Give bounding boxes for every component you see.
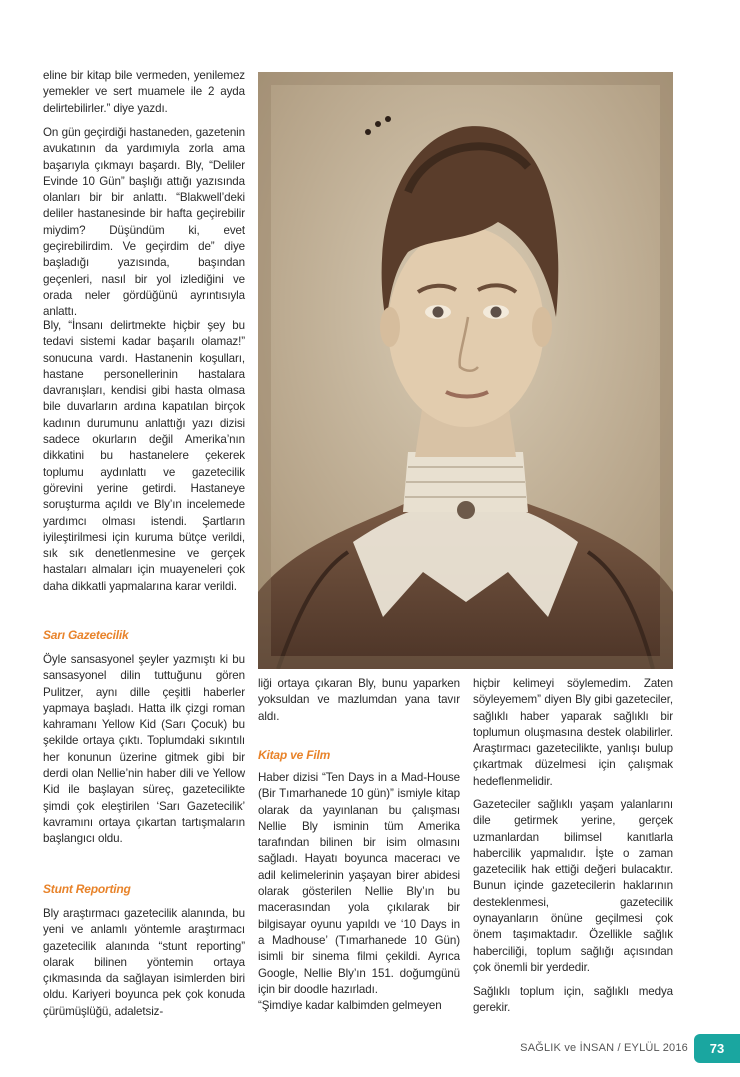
col3-paragraph-3: Sağlıklı toplum için, sağlıklı medya gerekir. <box>473 985 673 1015</box>
col1-paragraph-1: eline bir kitap bile vermeden, yenilemez yemekler ve sert muamele ile 2 ayda delirtebilirler.” diye yazdı. <box>43 69 245 115</box>
col2-paragraph-1: liği ortaya çıkaran Bly, bunu yaparken yoksuldan ve mazlumdan yana tavır aldı. <box>258 677 460 723</box>
col1-paragraph-2: On gün geçirdiği hastaneden, gazetenin avukatının da yardımıyla zorla ama başarıyla çıkmayı başardı. Bly, “Deliler Evinde 10 Gün” başlığı attığı yazısında olanları bir bir anlattı. “Blakwell’deki deliler hastanesinde bir hafta geçirebilir miydim? Düşündüm ki, evet geçirebilirdim. Ve geçirdim de” diye başladığı yazısında, başından geçenleri, nasıl bir yol izlediğini ve orada neler gördüğünü ayrıntısıyla anlattı. <box>43 126 245 319</box>
portrait-illustration <box>258 72 673 669</box>
col2-paragraph-2: Haber dizisi “Ten Days in a Mad-House (Bir Tımarhanede 10 gün)” ismiyle kitap olarak da yayınlanan bu çalışması Nellie Bly isminin tüm Amerika tarafından bilinen bir isim olmasını sağladı. Hayatı boyunca maceracı ve adil kelimelerinin yaşayan birer abidesi olarak gösterilen Nellie Bly’ın bu macerasından yola çıkılarak bir bilgisayar oyunu yapıldı ve ‘10 Days in a Madhouse’ (Tımarhanede 10 Gün) isimli bir sinema filmi çekildi. Ayrıca Google, Nellie Bly’ın 151. doğumgünü için bir doodle hazırladı. <box>258 771 460 996</box>
col2-paragraph-3: “Şimdiye kadar kalbimden gelmeyen <box>258 999 442 1012</box>
col3-paragraph-1: hiçbir kelimeyi söylemedim. Zaten söyleyemem” diyen Bly gibi gazeteciler, sağlıklı haber yaparak sağlıklı bir toplumun oluşmasına destek olabilirler. Araştırmacı gazetecilikte, yanlışı bulup çıkartmak düzelmesi için çalışmak hedeflenmelidir. <box>473 677 673 788</box>
col1-paragraph-5: Bly araştırmacı gazetecilik alanında, bu yeni ve anlamlı yöntemle araştırmacı gazetecilik alanında “stunt reporting” olarak bilinen yöntemin ortaya çıkmasında da sağlayan isimlerden biri oldu. Kariyeri boyunca pek çok konuda çürümüşlüğü, adaletsiz- <box>43 907 245 1018</box>
col1-paragraph-3: Bly, “İnsanı delirtmekte hiçbir şey bu tedavi sistemi kadar başarılı olamaz!” sonucuna vardı. Hastanenin koşulları, hastane personellerinin hastalara davranışları, kendisi gibi hasta olmasa bile duvarların ardına kapatılan birçok kadının durumunu anlattığı yazı dizisi sadece okurların değil Amerika’nın dikkatini bu hastanelere çekerek toplumu aydınlattı ve gazetecilik görevini yerine getirdi. Hastaneye soruşturma açıldı ve Bly’ın incelemede yardımcı olması istendi. Şartların iyileştirilmesi için kuruma bütçe verildi, sık sık denetlenmesine ve gerçek hastaları almaları için muayeneleri çok daha dikkatli yapmalarına karar verildi. <box>43 319 245 593</box>
col1-paragraph-4: Öyle sansasyonel şeyler yazmıştı ki bu sansasyonel dilin tuttuğunu gören Pulitzer, aynı dille çeşitli haberler yapmaya başladı. Hatta ilk çizgi roman kahramanı Yellow Kid (Sarı Çocuk) bu şekilde ortaya çıktı. Toplumdaki sıkıntılı her konunun üzerine gitmek gibi bir derdi olan Nellie’nin haber dili ve Yellow Kid ile başlayan süreç, gazetecilikte şimdi çok eleştirilen ‘Sarı Gazetecilik’ kavramını ortaya çıkartan tartışmaların başlangıcı oldu. <box>43 653 245 846</box>
col3-paragraph-2: Gazeteciler sağlıklı yaşam yalanlarını dile getirmek yerine, gerçek uzmanlardan bilimsel kanıtlarla habercilik yapmalıdır. İşte o zaman gazetecilik hak ettiği değeri bulacaktır. Bunun içinde gazetecilerin haklarının desteklenmesi, gazetecilik oynayanların önüne geçilmesi çok önem taşımaktadır. Özellikle sağlık haberciliği, toplum sağlığı açısından çok önemli bir yerdedir. <box>473 798 673 974</box>
heading-sari-gazetecilik: Sarı Gazetecilik <box>43 628 129 642</box>
page-number-badge: 73 <box>694 1034 740 1063</box>
heading-stunt-reporting: Stunt Reporting <box>43 882 131 896</box>
portrait-photo <box>258 72 673 669</box>
heading-kitap-ve-film: Kitap ve Film <box>258 748 331 762</box>
magazine-footer: SAĞLIK ve İNSAN / EYLÜL 2016 <box>520 1042 688 1054</box>
